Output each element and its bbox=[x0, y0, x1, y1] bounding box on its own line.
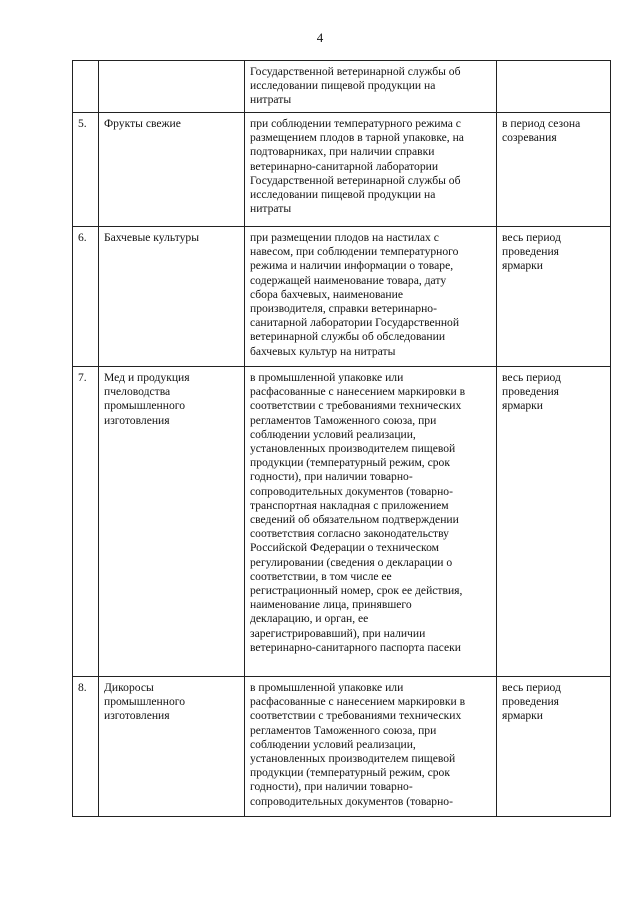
row-number-cell: 5. bbox=[73, 113, 99, 227]
table-row bbox=[73, 367, 611, 677]
product-name-cell: Фрукты свежие bbox=[99, 113, 245, 227]
period-cell: в период сезона созревания bbox=[497, 113, 611, 227]
row-number-cell: 7. bbox=[73, 367, 99, 677]
table-row bbox=[73, 677, 611, 817]
product-name-cell: Дикоросы промышленного изготовления bbox=[99, 677, 245, 817]
table-row bbox=[73, 113, 611, 227]
period-cell: весь период проведения ярмарки bbox=[497, 227, 611, 367]
period-cell: весь период проведения ярмарки bbox=[497, 367, 611, 677]
row-number-cell: 6. bbox=[73, 227, 99, 367]
conditions-cell: в промышленной упаковке или расфасованные с нанесением маркировки в соответствии с требованиями технических регламентов Таможенного союза, при соблюдении условий реализации, установленных производителем пищевой продукции (температурный режим, срок годности), при наличии товарно- сопроводительных документов (товарно- bbox=[245, 677, 497, 817]
period-cell bbox=[497, 61, 611, 113]
products-table bbox=[72, 60, 611, 817]
page-number: 4 bbox=[316, 30, 324, 45]
product-name-cell: Мед и продукция пчеловодства промышленного изготовления bbox=[99, 367, 245, 677]
product-name-cell: Бахчевые культуры bbox=[99, 227, 245, 367]
period-cell: весь период проведения ярмарки bbox=[497, 677, 611, 817]
table-row bbox=[73, 227, 611, 367]
row-number-cell bbox=[73, 61, 99, 113]
conditions-cell: при размещении плодов на настилах с навесом, при соблюдении температурного режима и наличии информации о товаре, содержащей наименование товара, дату сбора бахчевых, наименование производителя, справки ветеринарно- санитарной лаборатории Государственной ветеринарной службы об обследовании бахчевых культур на нитраты bbox=[245, 227, 497, 367]
conditions-cell: при соблюдении температурного режима с размещением плодов в тарной упаковке, на подтоварниках, при наличии справки ветеринарно-санитарной лаборатории Государственной ветеринарной службы об исследовании пищевой продукции на нитраты bbox=[245, 113, 497, 227]
conditions-cell: Государственной ветеринарной службы об исследовании пищевой продукции на нитраты bbox=[245, 61, 497, 113]
row-number-cell: 8. bbox=[73, 677, 99, 817]
conditions-cell: в промышленной упаковке или расфасованные с нанесением маркировки в соответствии с требованиями технических регламентов Таможенного союза, при соблюдении условий реализации, установленных производителем пищевой продукции (температурный режим, срок годности), при наличии товарно- сопроводительных документов (товарно- транспортная накладная с приложением сведений об обязательном подтверждении соответствия согласно законодательству Российской Федерации о техническом регулировании (сведения о декларации о соответствии, в том числе ее регистрационный номер, срок ее действия, наименование лица, принявшего декларацию, и орган, ее зарегистрировавший), при наличии ветеринарно-санитарного паспорта пасеки bbox=[245, 367, 497, 677]
table-row bbox=[73, 61, 611, 113]
product-name-cell bbox=[99, 61, 245, 113]
